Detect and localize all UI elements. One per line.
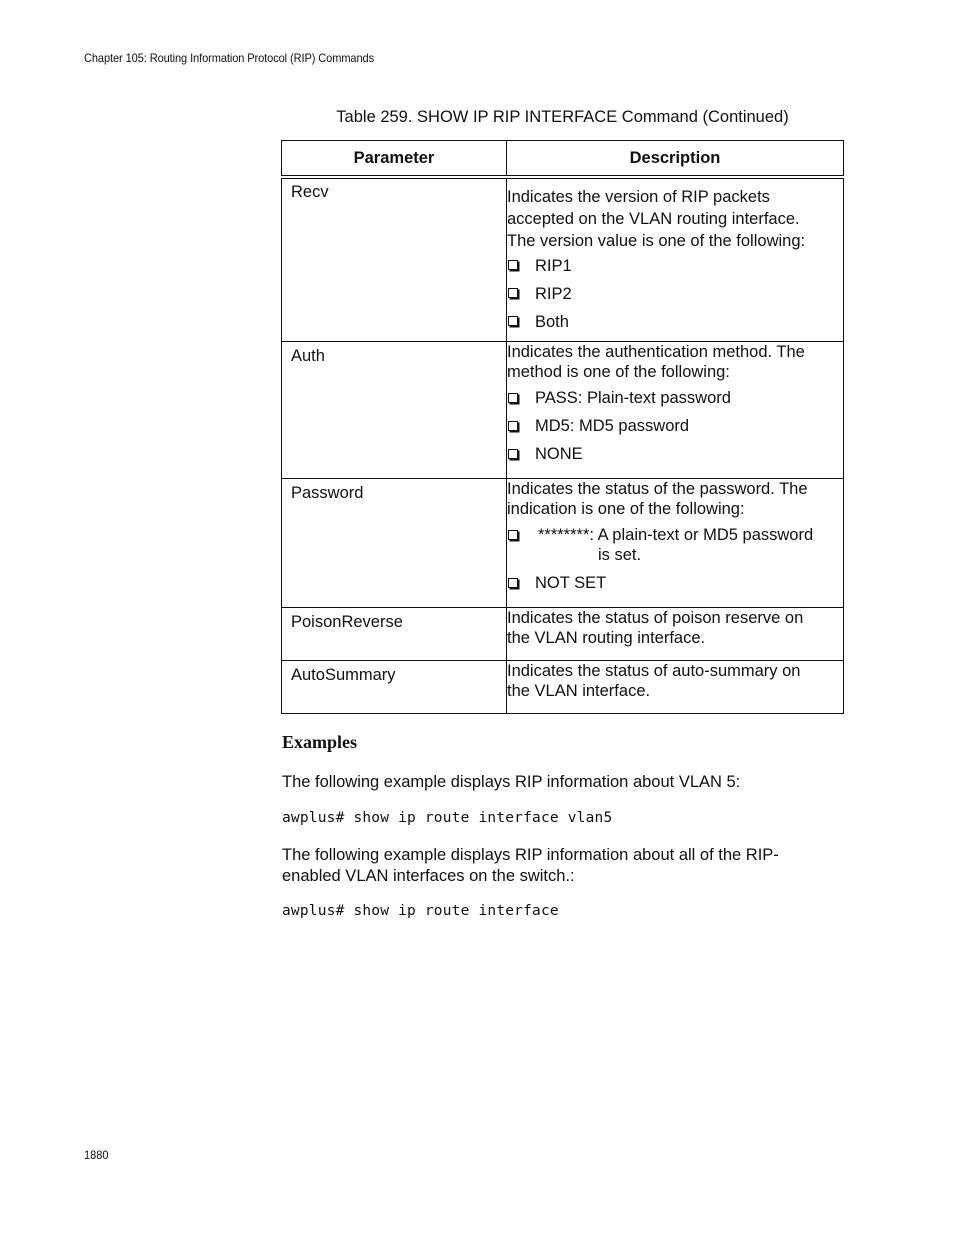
parameter-table xyxy=(281,140,844,714)
description-line: the VLAN interface. xyxy=(507,681,651,700)
table-row xyxy=(282,607,844,660)
parameter-cell xyxy=(282,607,507,660)
list-item-text: ********: A plain-text or MD5 password xyxy=(538,525,814,544)
list-item-text: MD5: MD5 password xyxy=(535,416,690,435)
list-item xyxy=(507,283,843,305)
example-description: The following example displays RIP information about VLAN 5: xyxy=(282,773,741,791)
description-line: indication is one of the following: xyxy=(507,499,745,518)
section-heading-examples: Examples xyxy=(282,732,358,752)
table-row xyxy=(282,660,844,713)
table-row xyxy=(282,478,844,607)
description-cell xyxy=(507,607,844,660)
column-header-parameter: Parameter xyxy=(282,141,507,178)
description-line: Indicates the status of the password. The xyxy=(507,479,808,498)
code-example: awplus# show ip route interface xyxy=(282,903,559,919)
list-item xyxy=(507,311,843,333)
checkbox-bullet-icon xyxy=(508,260,518,270)
column-header-description: Description xyxy=(507,141,844,178)
description-line: method is one of the following: xyxy=(507,362,730,381)
checkbox-bullet-icon xyxy=(508,421,518,431)
list-item xyxy=(507,444,843,464)
list-item xyxy=(507,416,843,436)
list-item xyxy=(507,573,843,593)
list-item xyxy=(507,388,843,408)
paragraph-line: The following example displays RIP information about all of the RIP- xyxy=(282,846,779,864)
option-list xyxy=(507,255,843,333)
description-line: Indicates the status of poison reserve on xyxy=(507,608,804,627)
table-row xyxy=(282,341,844,478)
list-item-text: NOT SET xyxy=(535,573,607,592)
parameter-cell xyxy=(282,660,507,713)
description-cell xyxy=(507,660,844,713)
option-list xyxy=(507,388,843,464)
checkbox-bullet-icon xyxy=(508,316,518,326)
list-item xyxy=(507,255,843,277)
list-item-text: RIP1 xyxy=(535,257,572,275)
checkbox-bullet-icon xyxy=(508,449,518,459)
list-item xyxy=(507,525,843,565)
parameter-cell xyxy=(282,478,507,607)
parameter-name: AutoSummary xyxy=(291,665,396,684)
parameter-name: Recv xyxy=(291,183,329,201)
description-line: The version value is one of the following: xyxy=(507,232,806,250)
checkbox-bullet-icon xyxy=(508,530,518,540)
list-item-text: PASS: Plain-text password xyxy=(535,388,731,407)
description-line: Indicates the authentication method. The xyxy=(507,342,805,361)
parameter-cell xyxy=(282,177,507,341)
description-cell xyxy=(507,177,844,341)
description-cell xyxy=(507,478,844,607)
list-item-continuation: is set. xyxy=(598,545,642,564)
description-line: Indicates the status of auto-summary on xyxy=(507,661,801,680)
checkbox-bullet-icon xyxy=(508,578,518,588)
list-item-text: NONE xyxy=(535,444,583,463)
code-example: awplus# show ip route interface vlan5 xyxy=(282,810,613,826)
list-item-text: RIP2 xyxy=(535,285,572,303)
description-line: accepted on the VLAN routing interface. xyxy=(507,210,800,228)
parameter-cell xyxy=(282,341,507,478)
description-line: the VLAN routing interface. xyxy=(507,628,706,647)
table-header-row xyxy=(282,141,844,178)
parameter-name: Auth xyxy=(291,346,325,365)
description-line: Indicates the version of RIP packets xyxy=(507,188,770,206)
list-item-text: Both xyxy=(535,313,569,331)
running-header: Chapter 105: Routing Information Protocol (RIP) Commands xyxy=(84,51,375,65)
description-cell xyxy=(507,341,844,478)
checkbox-bullet-icon xyxy=(508,393,518,403)
parameter-name: Password xyxy=(291,483,364,502)
table-caption: Table 259. SHOW IP RIP INTERFACE Command (Continued) xyxy=(336,108,789,126)
table-row xyxy=(282,177,844,341)
example-description xyxy=(282,845,822,887)
checkbox-bullet-icon xyxy=(508,288,518,298)
page-number: 1880 xyxy=(84,1148,109,1162)
parameter-name: PoisonReverse xyxy=(291,612,403,631)
paragraph-line: enabled VLAN interfaces on the switch.: xyxy=(282,867,575,885)
option-list xyxy=(507,525,843,593)
